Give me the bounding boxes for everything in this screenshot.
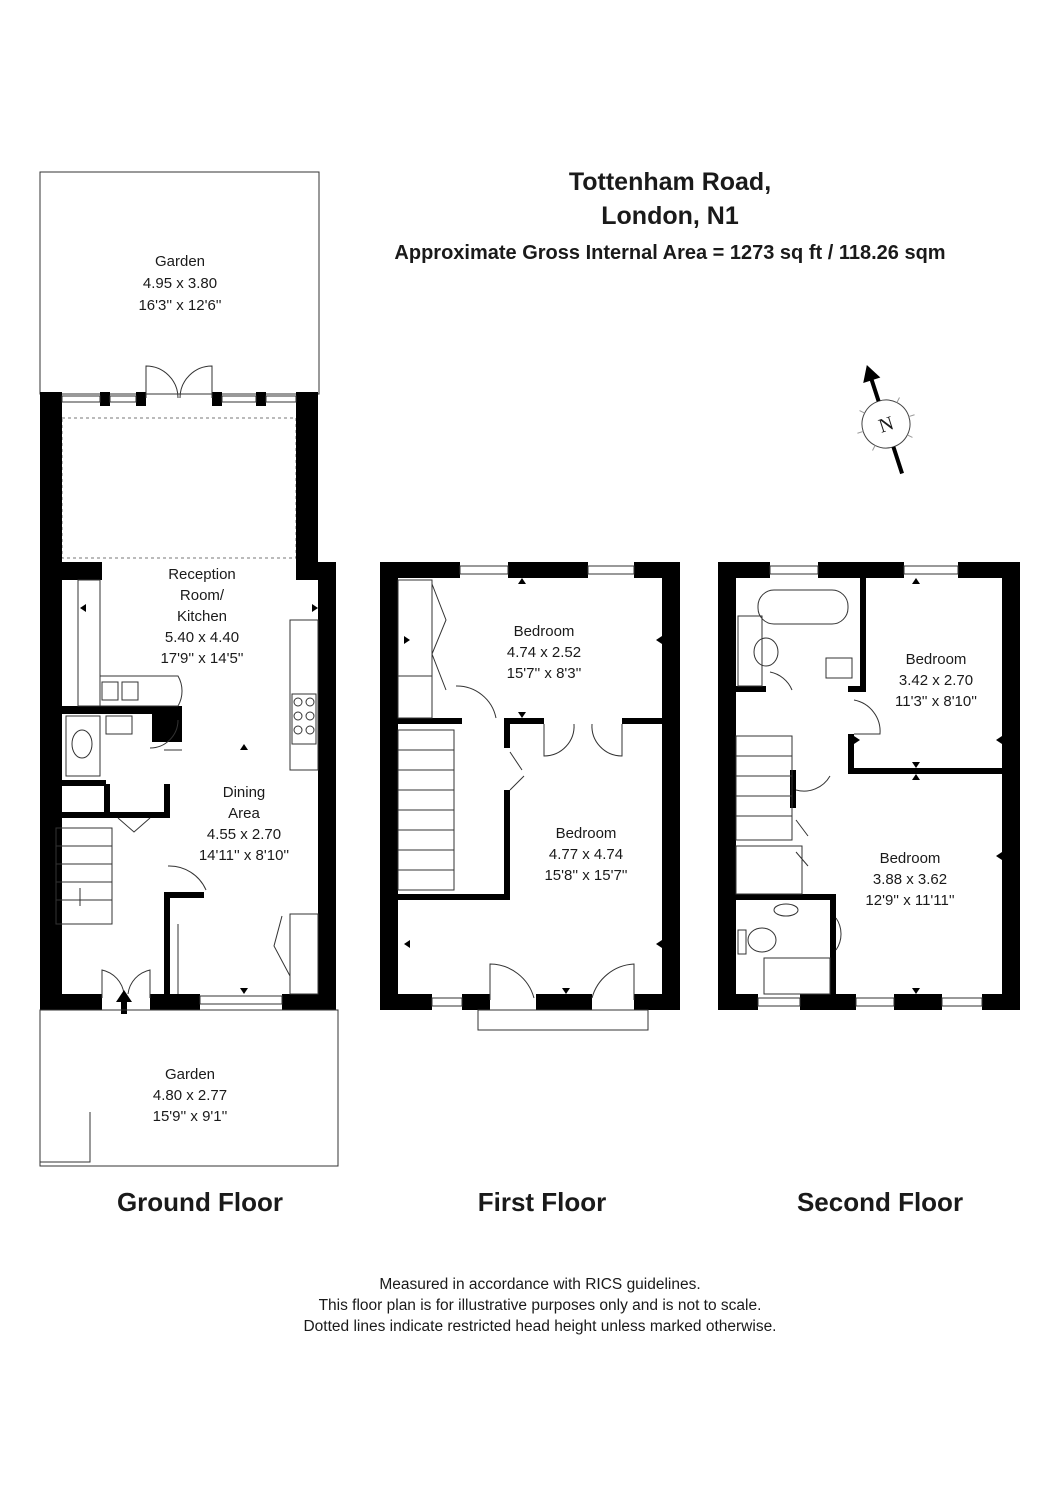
cupboard-wall — [104, 784, 110, 818]
first-rear-window-1 — [460, 566, 508, 574]
first-double-door-right — [592, 724, 622, 756]
second-bedroom-front-metric: 3.88 x 3.62 — [872, 871, 948, 888]
first-landing-door — [510, 752, 524, 790]
gross-internal-area: Approximate Gross Internal Area = 1273 sq ft / 118.26 sqm — [394, 242, 946, 264]
french-door-right — [180, 366, 212, 398]
hob-ring-icon — [294, 698, 302, 706]
address-city: London, N1 — [601, 202, 739, 230]
ground-floor-label: Ground Floor — [116, 1187, 284, 1217]
hall-divider-bottom — [164, 892, 170, 994]
first-floor-label: First Floor — [477, 1187, 607, 1217]
shower-room-door — [836, 918, 841, 950]
second-bedroom-rear-name: Bedroom — [905, 651, 967, 668]
first-bedroom-front-imperial: 15'8'' x 15'7'' — [544, 867, 628, 884]
hob-ring-icon — [306, 698, 314, 706]
note-scale: This floor plan is for illustrative purposes only and is not to scale. — [318, 1297, 762, 1314]
ground-right-wall-rear — [296, 392, 318, 562]
kitchen-island — [100, 676, 182, 706]
first-rear-window-2 — [588, 566, 634, 574]
first-front-wall-3 — [536, 994, 592, 1010]
second-bedroom-door — [854, 700, 880, 734]
ground-staircase — [56, 828, 112, 924]
balcony-door-right — [592, 964, 634, 1000]
ground-inner-step-left — [62, 562, 102, 580]
juliet-balcony — [478, 1010, 648, 1030]
basin-icon — [106, 716, 132, 734]
first-landing-wall-2 — [622, 718, 662, 724]
reception-imperial: 17'9'' x 14'5'' — [160, 650, 244, 667]
second-bedroom-rear-metric: 3.42 x 2.70 — [898, 672, 974, 689]
ground-left-wall — [40, 392, 62, 1010]
hall-top-wall — [62, 812, 170, 818]
second-front-wall-2 — [800, 994, 856, 1010]
front-garden-imperial: 15'9'' x 9'1'' — [152, 1108, 228, 1125]
second-landing-cupboard — [736, 846, 802, 894]
second-right-wall — [1002, 562, 1020, 1010]
reception-name-3: Kitchen — [176, 608, 228, 625]
first-landing-post — [504, 718, 510, 748]
first-rear-wall-1 — [380, 562, 460, 578]
second-rear-wall-2 — [818, 562, 904, 578]
second-front-wall-4 — [982, 994, 1020, 1010]
first-bedroom-front-metric: 4.77 x 4.74 — [548, 846, 624, 863]
first-bedroom-rear-name: Bedroom — [513, 623, 575, 640]
bath-icon — [758, 590, 848, 624]
wc-bottom-wall — [62, 780, 106, 786]
first-rear-wall-3 — [634, 562, 680, 578]
second-front-wall-3 — [894, 994, 942, 1010]
second-bedroom-front-imperial: 12'9'' x 11'11'' — [865, 892, 955, 909]
hob-ring-icon — [294, 712, 302, 720]
front-garden-metric: 4.80 x 2.77 — [152, 1087, 228, 1104]
dining-door — [168, 866, 206, 890]
ground-front-wall-right — [282, 994, 336, 1010]
second-rear-window-1 — [770, 566, 818, 574]
north-compass-icon — [838, 356, 930, 483]
first-rear-wall-2 — [508, 562, 588, 578]
second-bath-wall — [860, 578, 866, 688]
front-garden-name: Garden — [164, 1066, 216, 1083]
sink-left-icon — [102, 682, 118, 700]
second-front-window-2 — [856, 998, 894, 1006]
dining-name-2: Area — [228, 805, 260, 822]
front-door-right — [128, 970, 150, 998]
first-bedroom-front-name: Bedroom — [555, 825, 617, 842]
rear-window-4 — [266, 396, 296, 402]
rear-garden-imperial: 16'3'' x 12'6'' — [138, 297, 222, 314]
dining-imperial: 14'11'' x 8'10'' — [198, 847, 290, 864]
hob-ring-icon — [294, 726, 302, 734]
wc-room-outline — [66, 716, 100, 776]
dining-metric: 4.55 x 2.70 — [206, 826, 282, 843]
first-wardrobe — [398, 580, 432, 718]
first-left-wall — [380, 562, 398, 1010]
hob-ring-icon — [306, 726, 314, 734]
second-shower-wall — [830, 894, 836, 994]
first-landing-wall-3 — [504, 790, 510, 894]
second-floor-label: Second Floor — [796, 1187, 964, 1217]
shower-tray-icon — [764, 958, 830, 994]
first-wardrobe-lower — [398, 676, 432, 718]
kitchen-side-worktop — [78, 580, 100, 706]
first-double-door-left — [544, 724, 574, 756]
balcony-door-left — [490, 964, 534, 1000]
dining-name-1: Dining — [222, 784, 266, 801]
rear-window-1 — [62, 396, 100, 402]
first-front-wall-4 — [634, 994, 680, 1010]
address-street: Tottenham Road, — [568, 168, 772, 196]
rear-window-2 — [110, 396, 136, 402]
ground-right-wall-front — [318, 562, 336, 1010]
second-bath-bottom-2 — [848, 686, 866, 692]
second-left-wall — [718, 562, 736, 1010]
basin-icon — [826, 658, 852, 678]
rear-wall-pier-3 — [212, 392, 222, 406]
second-bed-divider — [848, 768, 1002, 774]
first-front-window-left — [432, 998, 462, 1006]
ground-step-wall — [296, 562, 336, 580]
restricted-height-zone — [62, 418, 296, 558]
basin-icon — [774, 904, 798, 916]
first-landing-bottom — [398, 894, 510, 900]
rear-garden-metric: 4.95 x 3.80 — [142, 275, 218, 292]
second-front-wall-1 — [718, 994, 758, 1010]
hob-ring-icon — [306, 712, 314, 720]
bath-side-cupboard — [738, 616, 762, 686]
second-front-window-1 — [758, 998, 800, 1006]
cupboard-doors — [118, 818, 150, 832]
first-bedroom-rear-metric: 4.74 x 2.52 — [506, 644, 582, 661]
rear-garden-name: Garden — [154, 253, 206, 270]
rear-wall-pier-4 — [256, 392, 266, 406]
front-door-left — [102, 970, 124, 998]
landing-door — [796, 776, 830, 791]
reception-metric: 5.40 x 4.40 — [164, 629, 240, 646]
sink-right-icon — [122, 682, 138, 700]
ground-floor-plan — [40, 172, 338, 1166]
rear-wall-pier-2 — [136, 392, 146, 406]
toilet-icon — [754, 638, 778, 666]
cistern-icon — [738, 930, 746, 954]
compass-letter: N — [876, 412, 897, 438]
second-bedroom-rear-imperial: 11'3'' x 8'10'' — [895, 693, 977, 710]
bedroom-door — [456, 686, 496, 718]
wardrobe-doors — [432, 584, 446, 690]
second-bath-bottom-1 — [736, 686, 766, 692]
cupboard-doors — [796, 820, 808, 866]
rear-window-3 — [222, 396, 256, 402]
reception-name-1: Reception — [168, 566, 236, 583]
second-rear-wall-1 — [718, 562, 770, 578]
french-door-left — [146, 366, 178, 398]
bathroom-door — [770, 672, 792, 690]
rear-wall-corner-left — [40, 392, 62, 406]
second-floor-plan — [718, 562, 1020, 1010]
hall-cupboard — [290, 914, 318, 994]
ground-front-wall-mid — [150, 994, 200, 1010]
hall-step — [164, 892, 204, 898]
second-bedroom-front-name: Bedroom — [879, 850, 941, 867]
toilet-icon — [72, 730, 92, 758]
first-right-wall — [662, 562, 680, 1010]
hall-divider-top — [164, 784, 170, 814]
front-window — [200, 996, 282, 1004]
second-rear-wall-3 — [958, 562, 1020, 578]
first-front-wall-1 — [380, 994, 432, 1010]
first-bedroom-rear-imperial: 15'7'' x 8'3'' — [506, 665, 582, 682]
second-staircase — [736, 736, 792, 840]
reception-name-2: Room/ — [179, 587, 225, 604]
second-shower-top — [736, 894, 836, 900]
kitchen-worktop-right — [290, 620, 318, 770]
note-dotted-lines: Dotted lines indicate restricted head height unless marked otherwise. — [303, 1318, 777, 1335]
note-rics: Measured in accordance with RICS guidelines. — [379, 1276, 701, 1293]
bin-store — [40, 1112, 90, 1162]
ground-front-wall-left — [40, 994, 102, 1010]
first-front-wall-2 — [462, 994, 490, 1010]
toilet-icon — [748, 928, 776, 952]
rear-wall-pier-1 — [100, 392, 110, 406]
wardrobe-doors — [274, 916, 290, 976]
first-wardrobe-wall — [398, 718, 462, 724]
second-rear-window-2 — [904, 566, 958, 574]
second-front-window-3 — [942, 998, 982, 1006]
